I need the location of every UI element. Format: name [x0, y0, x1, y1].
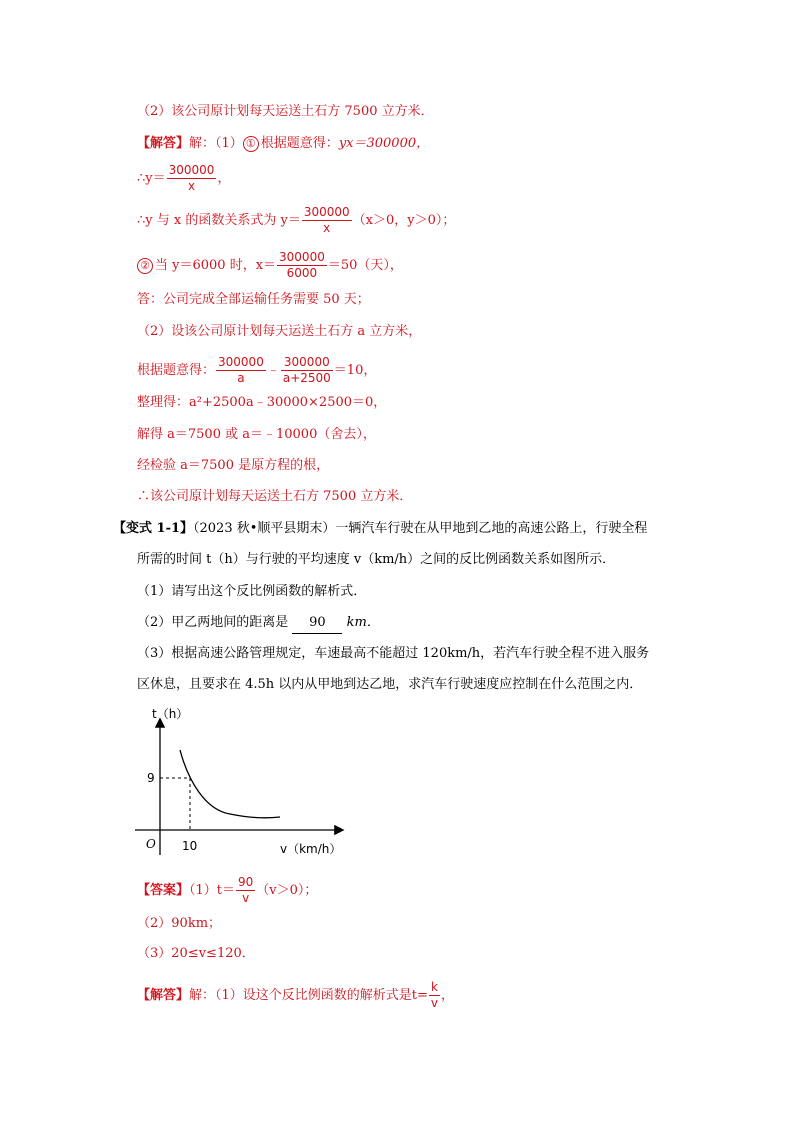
solution-line-1: 【解答】解：（1） ① 根据题意得：yx＝300000， [137, 136, 430, 151]
solution-line-3: ∴y 与 x 的函数关系式为 y＝ $\frac{300000}{x}$ （x＞0，y＞0）； [137, 205, 456, 235]
variant-source: （2023 秋•顺平县期末） [193, 521, 336, 536]
solution-tag: 【解答】 [137, 136, 190, 151]
fraction-90-over-v: $\frac{90}{v}$ [238, 875, 254, 905]
x-tick-label: 10 [182, 839, 198, 853]
fraction-300000-over-x: $\frac{300000}{x}$ [168, 163, 215, 193]
circled-one-icon: ① [243, 136, 259, 152]
solution-line-6: （2）设该公司原计划每天运送土石方 a 立方米， [137, 324, 422, 339]
question-1: （1）请写出这个反比例函数的解析式． [137, 584, 367, 599]
y-tick-label: 9 [147, 771, 155, 785]
fraction-300000-over-a: $\frac{300000}{a}$ [218, 355, 264, 385]
question-2: （2）甲乙两地间的距离是 90 km． [137, 613, 380, 634]
hyperbola-curve [180, 750, 280, 818]
solution-line-9: 解得 a＝7500 或 a＝﹣10000（舍去）， [137, 427, 376, 442]
solution-line-5: 答：公司完成全部运输任务需要 50 天； [137, 292, 370, 307]
solution-line-7: 根据题意得： $\frac{300000}{a}$ ﹣ $\frac{300000}{a+2500}$ ＝10， [137, 355, 377, 385]
y-axis-label: t（h） [152, 707, 189, 721]
answer-line-2: （2）90km； [137, 916, 222, 931]
solution-line-11: ∴该公司原计划每天运送土石方 7500 立方米． [137, 489, 413, 504]
question-3-line-2: 区休息，且要求在 4.5h 以内从甲地到达乙地，求汽车行驶速度应控制在什么范围之内． [137, 677, 643, 692]
fraction-300000-over-6000: $\frac{300000}{6000}$ [279, 250, 325, 280]
answer-blank: 90 [292, 613, 342, 634]
solution-line-4: ② 当 y＝6000 时，x＝ $\frac{300000}{6000}$ ＝50（天）， [137, 250, 403, 281]
circled-two-icon: ② [137, 258, 153, 274]
variant-tag: 【变式 1-1】 [113, 521, 194, 536]
solution-tag-2: 【解答】 [137, 988, 190, 1003]
answer-line-1: 【答案】（1）t＝ $\frac{90}{v}$ （v＞0）； [137, 875, 318, 905]
variant-line-1: 【变式 1-1】（2023 秋•顺平县期末）一辆汽车行驶在从甲地到乙地的高速公路上，行驶全程 [113, 521, 648, 536]
x-axis-label: v（km/h） [280, 842, 342, 856]
answer-solution-line: 【解答】解：（1）设这个反比例函数的解析式是t= $\frac{k}{v}$ ， [137, 980, 455, 1010]
answer-line-3: （3）20≤v≤120． [137, 946, 255, 961]
solution-line-2: ∴y＝ $\frac{300000}{x}$ ， [137, 163, 231, 193]
variant-line-2: 所需的时间 t（h）与行驶的平均速度 v（km/h）之间的反比例函数关系如图所示． [137, 552, 616, 567]
fraction-300000-over-x-2: $\frac{300000}{x}$ [303, 205, 350, 235]
origin-label: O [146, 837, 156, 851]
solution-line-8: 整理得：a²+2500a﹣30000×2500＝0， [137, 395, 387, 410]
answer-tag: 【答案】 [137, 883, 190, 898]
fraction-k-over-v: $\frac{k}{v}$ [430, 980, 439, 1010]
answer-2-line: （2）该公司原计划每天运送土石方 7500 立方米． [137, 104, 434, 119]
question-3-line-1: （3）根据高速公路管理规定，车速最高不能超过 120km/h，若汽车行驶全程不进入服务 [137, 646, 650, 661]
inverse-proportion-graph [130, 700, 370, 865]
solution-line-10: 经检验 a＝7500 是原方程的根， [137, 458, 330, 473]
fraction-300000-over-a-plus-2500: $\frac{300000}{a+2500}$ [282, 355, 331, 385]
